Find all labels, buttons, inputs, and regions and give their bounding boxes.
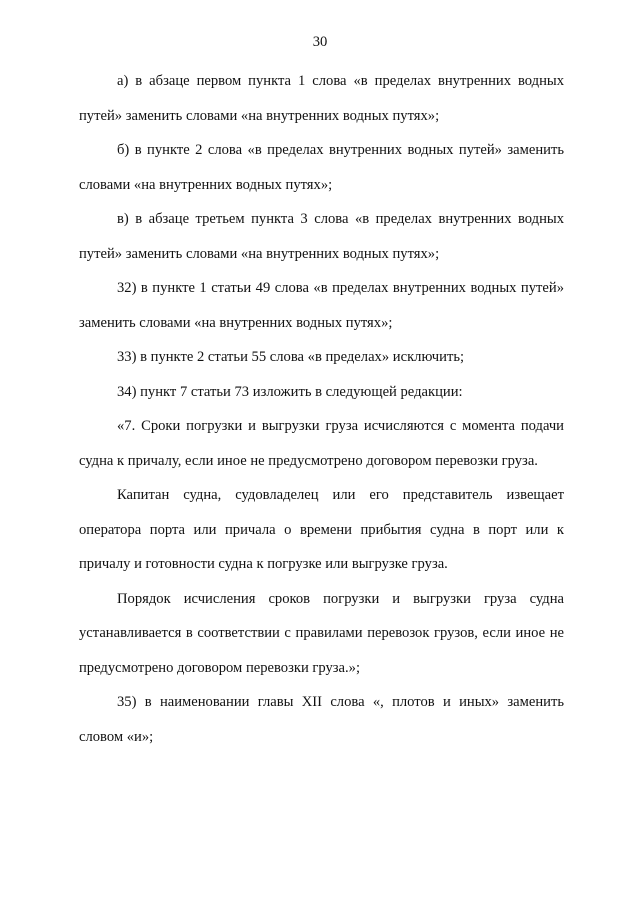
- paragraph-captain-notice: Капитан судна, судовладелец или его представитель извещает оператора порта или причала о времени прибытия судна в порт или к причалу и готовности судна к погрузке или выгрузке груза.: [79, 487, 564, 572]
- paragraph-calculation-order: Порядок исчисления сроков погрузки и выгрузки груза судна устанавливается в соответствии с правилами перевозок грузов, если иное не предусмотрено договором перевозки груза.»;: [79, 590, 564, 676]
- paragraph-item-33: 33) в пункте 2 статьи 55 слова «в пределах» исключить;: [117, 349, 465, 365]
- paragraph-item-32: 32) в пункте 1 статьи 49 слова «в пределах внутренних водных путей» заменить словами «на внутренних водных путях»;: [79, 280, 564, 331]
- paragraph-item-34: 34) пункт 7 статьи 73 изложить в следующей редакции:: [117, 383, 463, 400]
- document-body: [79, 64, 564, 754]
- paragraph-a-item: а) в абзаце первом пункта 1 слова «в пределах внутренних водных путей» заменить словами «на внутренних водных путях»;: [79, 73, 564, 124]
- paragraph-v-item: в) в абзаце третьем пункта 3 слова «в пределах внутренних водных путей» заменить словами «на внутренних водных путях»;: [79, 211, 564, 262]
- paragraph-item-35: 35) в наименовании главы XII слова «, плотов и иных» заменить словом «и»;: [79, 694, 564, 745]
- paragraph-b-item: б) в пункте 2 слова «в пределах внутренних водных путей» заменить словами «на внутренних водных путях»;: [79, 142, 564, 193]
- paragraph-quote-point-7: «7. Сроки погрузки и выгрузки груза исчисляются с момента подачи судна к причалу, если иное не предусмотрено договором перевозки груза.: [79, 418, 564, 469]
- page-number: 30: [312, 34, 328, 50]
